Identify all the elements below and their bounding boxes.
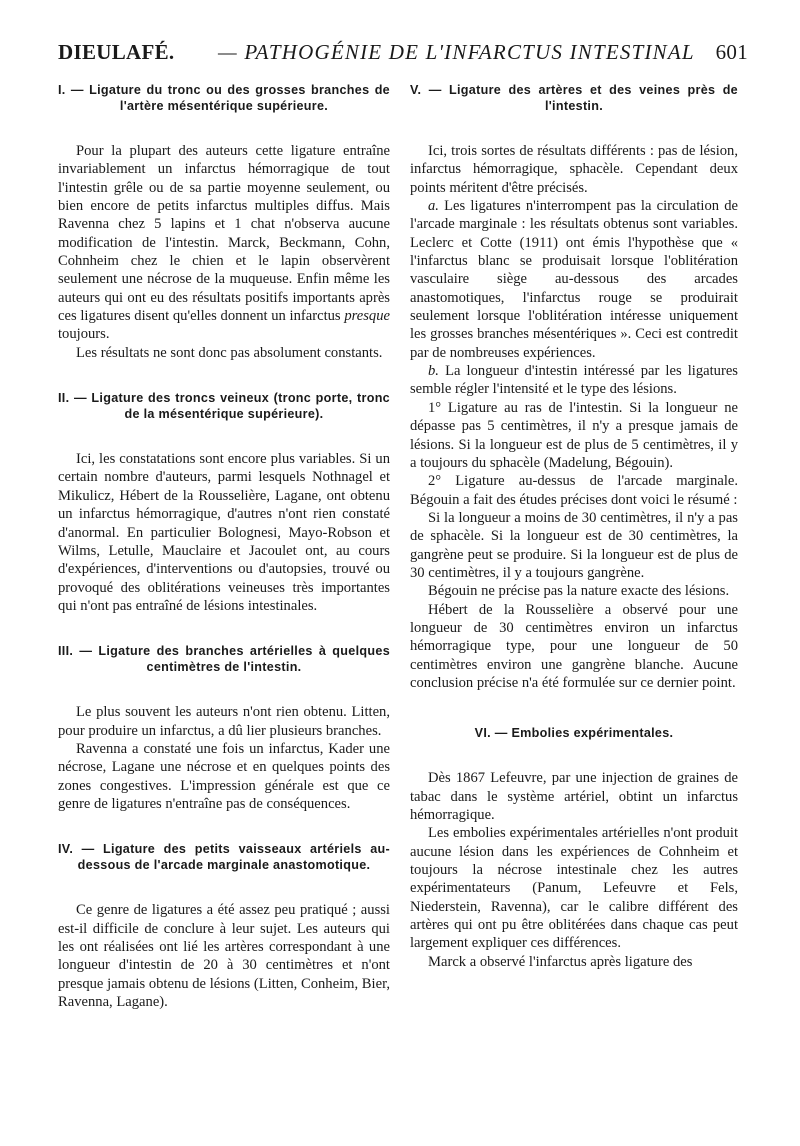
section-2-paragraph-1: Ici, les constatations sont encore plus variables. Si un certain nombre d'auteurs, parmi lesquels Nothnagel et Mikulicz, Hébert de la Rousselière, Lagane, ont obtenu un infarctus hémorragique, d'autres n'ont rien constaté d'anormal. En particulier Bolognesi, Mayo-Robson et Wilms, Letulle, Mauclaire et Jacoulet ont, au cours d'expériences, d'interventions ou d'autopsies, trouvé ou provoqué des oblitérations veineuses très importantes qui n'ont pas entraîné de lésions intestinales. [58,451,390,614]
section-5-paragraph-a: a. Les ligatures n'interrompent pas la circulation de l'arcade marginale : les résultats obtenus sont variables. Leclerc et Cotte (1911) ont émis l'hypothèse que « l'infarctus blanc se produisait lorsque l'oblitération vasculaire siège au-dessous des arcades anastomotiques, l'infarctus rouge se produirait seulement lorsque l'oblitération intéresse uniquement les grosses branches mésentériques ». Ceci est contredit par de nombreuses expériences. [410,198,738,361]
section-5-heading: V. — Ligature des artères et des veines près de l'intestin. [410,83,738,113]
section-3-heading: III. — Ligature des branches artérielles à quelques centimètres de l'intestin. [58,644,390,675]
section-5-paragraph-2o: 2° Ligature au-dessus de l'arcade marginale. Bégouin a fait des études précises dont voici le résumé : [410,473,738,508]
section-5-paragraph-1: Ici, trois sortes de résultats différents : pas de lésion, infarctus hémorragique, sphacèle. Cependant deux points méritent d'être précisés. [410,143,738,196]
section-3-paragraph-2: Ravenna a constaté une fois un infarctus, Kader une nécrose, Lagane une nécrose et en quelques points des zones congestives. L'impression générale est que ce genre de ligatures n'entraîne pas de conséquences. [58,740,390,812]
section-6-paragraph-1: Dès 1867 Lefeuvre, par une injection de graines de tabac dans le système artériel, obtint un infarctus hémorragique. [410,770,738,823]
section-1-paragraph-2: Les résultats ne sont donc pas absolument constants. [76,344,383,361]
running-header [58,40,748,72]
right-column [410,82,738,971]
section-5-paragraph-1o: 1° Ligature au ras de l'intestin. Si la longueur ne dépasse pas 5 centimètres, il n'y a presque jamais de lésions. Si la longueur est de plus de 5 centimètres, il y a toujours du sphacèle (Madelung, Bégouin). [410,399,738,471]
left-column [58,82,390,1011]
section-2-heading: II. — Ligature des troncs veineux (tronc porte, tronc de la mésentérique supérieure). [58,391,390,422]
section-6-paragraph-3: Marck a observé l'infarctus après ligature des [428,953,693,970]
section-5-paragraph-4: Bégouin ne précise pas la nature exacte des lésions. [428,583,730,600]
section-5-paragraph-5: Hébert de la Rousselière a observé pour une longueur de 30 centimètres environ un infarctus hémorragique type, pour une longueur de 50 centimètres environ une gangrène blanche. Aucune conclusion précise n'a été formulée sur ce dernier point. [410,601,738,691]
page-number: 601 [715,40,748,64]
label-b: b. [428,363,439,380]
section-6-paragraph-2: Les embolies expérimentales artérielles n'ont produit aucune lésion dans les expériences de Cohnheim et toujours la nécrose intestinale chez les autres expérimentateurs (Panum, Lefeuvre et Fels, Niederstein, Ravenna), car le calibre différent des artères qui ont pu être oblitérées dans chaque cas peut largement expliquer ces différences. [410,825,738,952]
section-6-heading: VI. — Embolies expérimentales. [474,726,674,741]
section-1-heading: I. — Ligature du tronc ou des grosses branches de l'artère mésentérique supérieure. [58,83,390,113]
label-a: a. [428,198,439,215]
section-1-paragraph-1: Pour la plupart des auteurs cette ligature entraîne invariablement un infarctus hémorragique de tout l'intestin grêle ou de sa partie moyenne seulement, ou bien encore de petits infarctus multiples diffus. Mais Ravenna chez 5 lapins et 1 chat n'observa aucune modification de l'intestin. Marck, Beckmann, Cohn, Cohnheim chez le chien et le lapin observèrent seulement une nécrose de la muqueuse. Enfin même les auteurs qui ont eu des résultats positifs importants après ces ligatures disent qu'elles donnent un infarctus presque toujours. [58,143,390,343]
header-author: DIEULAFÉ. [58,40,175,64]
section-3-paragraph-1: Le plus souvent les auteurs n'ont rien obtenu. Litten, pour produire un infarctus, a dû lier plusieurs branches. [58,704,390,739]
section-4-paragraph-1: Ce genre de ligatures a été assez peu pratiqué ; aussi est-il difficile de conclure à leur sujet. Les auteurs qui les ont réalisées ont lié les artères correspondant à une longueur d'intestin de 20 à 30 centimètres et n'ont presque jamais obtenu de lésions (Litten, Conheim, Bier, Ravenna, Lagane). [58,902,390,1010]
section-5-paragraph-b: b. La longueur d'intestin intéressé par les ligatures semble régler l'intensité et le type des lésions. [410,363,738,398]
emphasis-presque: presque [344,308,390,325]
header-title: — PATHOGÉNIE DE L'INFARCTUS INTESTINAL [218,40,695,64]
section-4-heading: IV. — Ligature des petits vaisseaux artériels au-dessous de l'arcade marginale anastomotique. [58,842,390,873]
section-5-paragraph-3: Si la longueur a moins de 30 centimètres, il n'y a pas de sphacèle. Si la longueur est de 30 centimètres, la gangrène peut se produire. Si la longueur est de plus de 30 centimètres, il y a toujours gangrène. [410,509,738,581]
